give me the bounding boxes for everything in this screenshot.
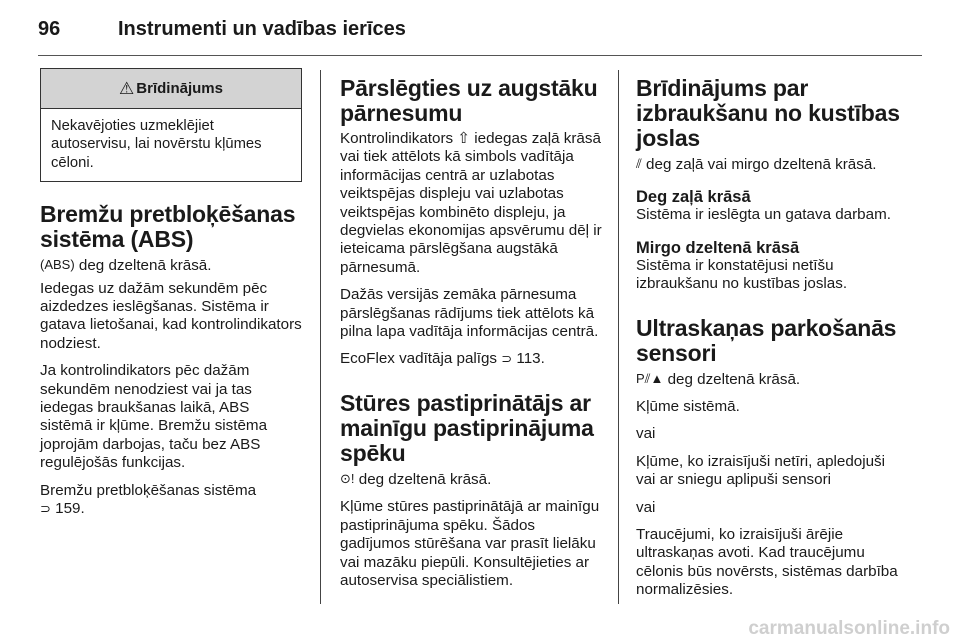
page-title: Instrumenti un vadības ierīces (118, 18, 406, 40)
abs-paragraph: Iedegas uz dažām sekundēm pēc aizdedzes ieslēgšanas. Sistēma ir gatava lietošanai, kad kontrolindikators nodziest. (40, 279, 302, 352)
abs-indicator-line: (ABS) deg dzeltenā krāsā. (40, 257, 212, 275)
steering-indicator-line: ⊙! deg dzeltenā krāsā. (340, 470, 492, 488)
parking-paragraph: Traucējumi, ko izraisījuši ārējie ultraskaņas avoti. Kad traucējumu cēlonis būs novērsts, sistēmas darbība normalizēsies. (636, 526, 898, 599)
abs-paragraph: Ja kontrolindikators pēc dažām sekundēm nenodziest vai ja tas iedegas braukšanas laikā, ABS sistēmā ir kļūme. Bremžu sistēma joprojām darbojas, taču bez ABS regulējošās funkcijas. (40, 362, 268, 472)
column-left (40, 68, 302, 519)
footer-watermark: carmanualsonline.info (748, 618, 950, 639)
upshift-reference: EcoFlex vadītāja palīgs ⊃ 113. (340, 350, 545, 368)
green-text: Sistēma ir ieslēgta un gatava darbam. (636, 206, 891, 224)
column-divider (320, 70, 321, 604)
steering-paragraph: Kļūme stūres pastiprinātājā ar mainīgu pastiprinājuma spēku. Šādos gadījumos stūrēšana var prasīt lielāku vai mazāku piepūli. Konsultējieties ar autoservisa speciālistiem. (340, 498, 600, 589)
warning-text: Nekavējoties uzmeklējiet autoservisu, lai novērstu kļūmes cēloni. (51, 118, 262, 171)
green-heading: Deg zaļā krāsā (636, 188, 751, 207)
yellow-heading: Mirgo dzeltenā krāsā (636, 238, 800, 257)
abs-heading: Bremžu pretbloķēšanas sistēma (ABS) (40, 201, 296, 253)
page-number: 96 (38, 18, 61, 40)
page-header (38, 18, 406, 41)
warning-box-header (41, 69, 301, 109)
upshift-paragraph: Dažās versijās zemāka pārnesuma pārslēgšanas rādījums tiek attēlots kā pilna lapa vadītāja informācijas centrā. (340, 286, 599, 341)
warning-title: Brīdinājums (136, 80, 223, 97)
abs-icon: (ABS) (40, 257, 75, 273)
parking-sensor-icon: P⫽▲ (636, 370, 664, 386)
parking-paragraph: vai (636, 425, 656, 443)
column-middle (340, 68, 603, 590)
header-divider (38, 55, 922, 56)
parking-paragraph: vai (636, 498, 656, 516)
lane-heading: Brīdinājums par izbraukšanu no kustības joslas (636, 75, 900, 151)
warning-triangle-icon: ⚠ (119, 78, 135, 98)
lane-indicator-line: ⫽ deg zaļā vai mirgo dzeltenā krāsā. (636, 156, 877, 173)
page-reference-icon: ⊃ (40, 501, 51, 517)
upshift-paragraph: Kontrolindikators ⇧ iedegas zaļā krāsā vai tiek attēlots kā simbols vadītāja informācijas centrā ar uzlabotas veiktspējas displeju vai uzlabotas veiktspējas kombinēto displeju, ja degvielas ekonomijas apsvērumu dēļ ir ieteicama pārslēgšana augstākā pārnesumā. (340, 130, 602, 276)
warning-box (40, 68, 302, 182)
lane-departure-icon: ⫽ (636, 156, 642, 171)
abs-reference: Bremžu pretbloķēšanas sistēma ⊃ 159. (40, 481, 257, 518)
upshift-heading: Pārslēgties uz augstāku pārnesumu (340, 75, 598, 126)
parking-indicator-line: P⫽▲ deg dzeltenā krāsā. (636, 370, 801, 388)
parking-paragraph: Kļūme sistēmā. (636, 398, 740, 416)
column-right (636, 68, 908, 600)
page-reference-icon: ⊃ (501, 351, 513, 367)
parking-heading: Ultraskaņas parkošanās sensori (636, 314, 897, 366)
parking-paragraph: Kļūme, ko izraisījuši netīri, apledojuši vai ar sniegu aplipuši sensori (636, 452, 886, 489)
yellow-text: Sistēma ir konstatējusi netīšu izbraukšanu no kustības joslas. (636, 256, 848, 293)
steering-warning-icon: ⊙! (340, 470, 355, 486)
column-divider (618, 70, 619, 604)
steering-heading: Stūres pastiprinātājs ar mainīgu pastiprinājuma spēku (340, 389, 594, 466)
